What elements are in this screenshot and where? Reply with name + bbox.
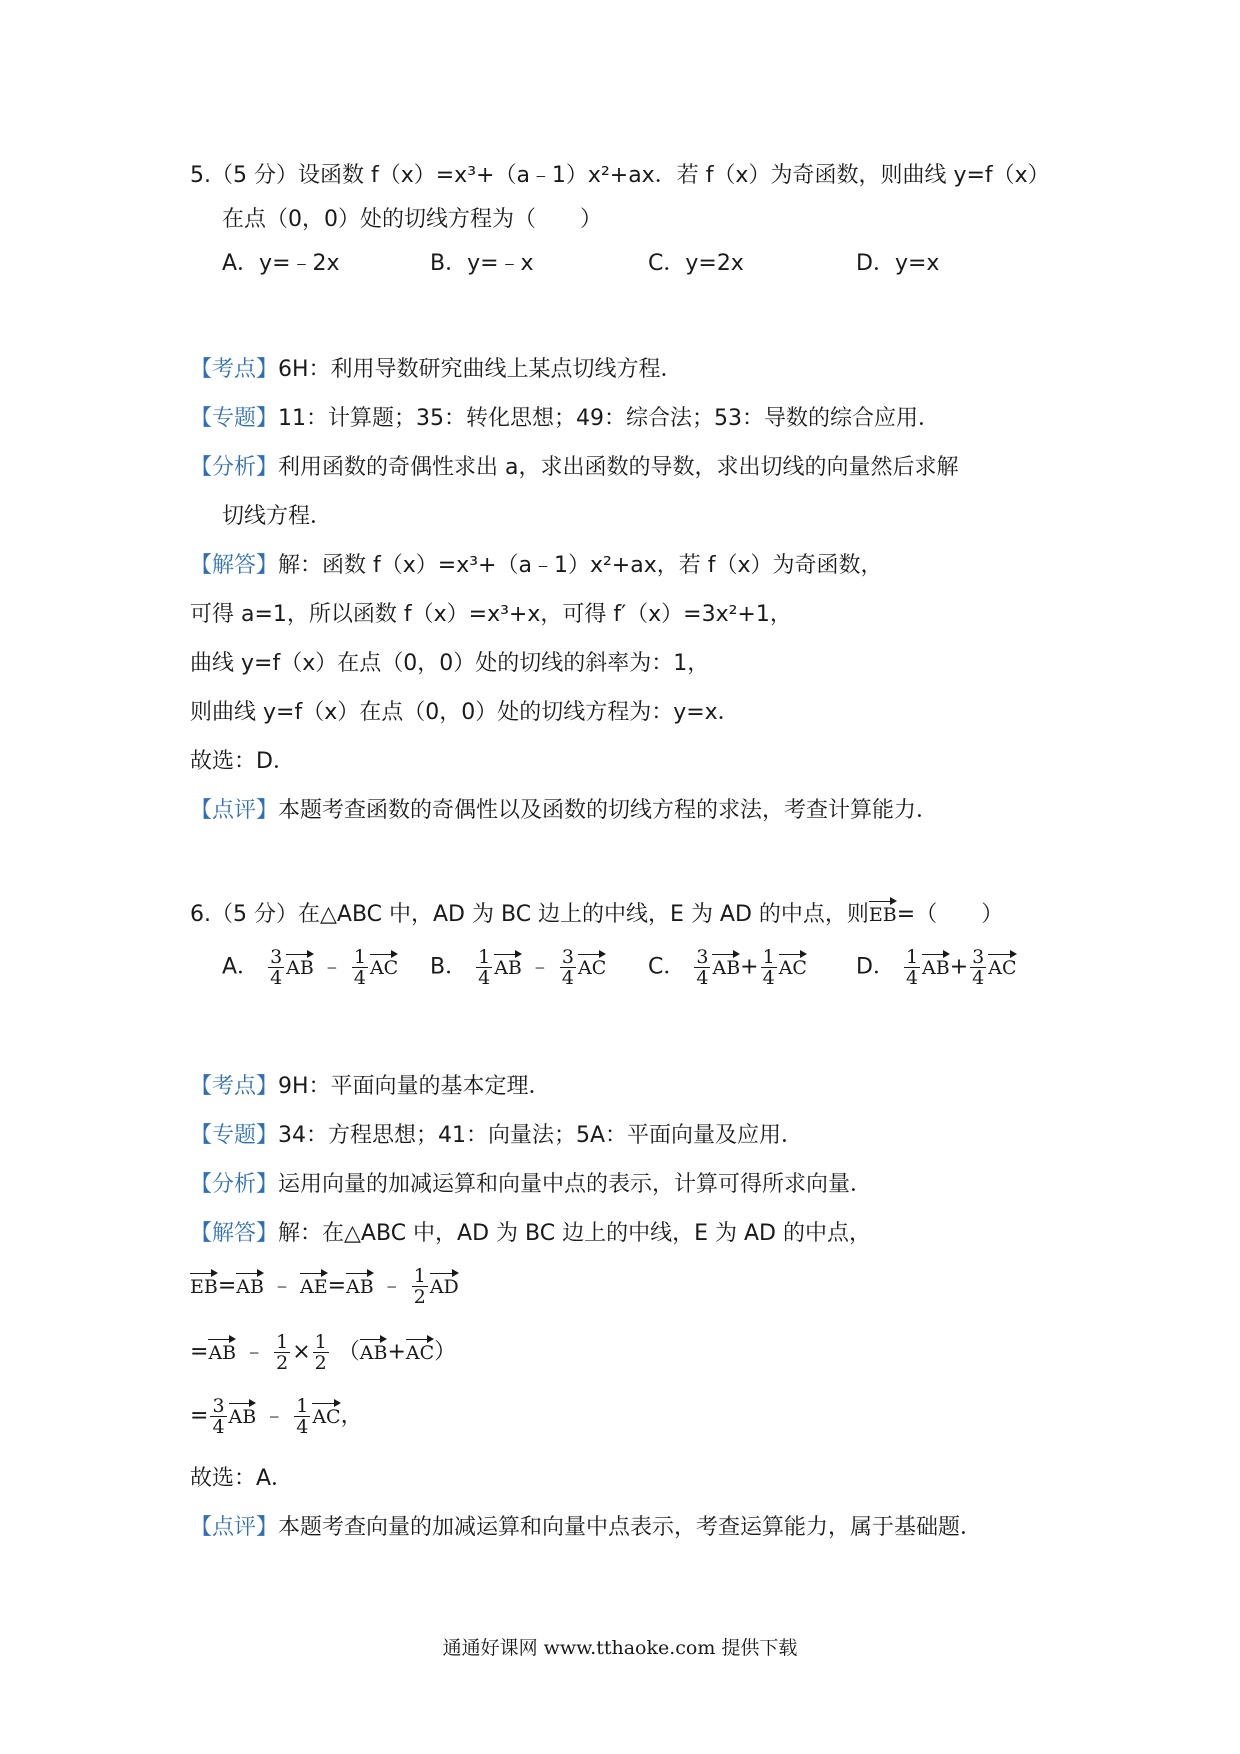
- vector-ac: AC: [988, 951, 1016, 979]
- zhuanti-text: 34：方程思想；41：向量法；5A：平面向量及应用．: [278, 1123, 804, 1148]
- equals-sign: =: [327, 1273, 347, 1299]
- option-label: A．: [222, 954, 260, 980]
- kaodian-tag: 【考点】: [190, 357, 279, 382]
- fenxi-tag: 【分析】: [190, 1172, 279, 1197]
- q6-fenxi: [190, 1168, 872, 1202]
- q6-stem: [190, 898, 1003, 932]
- fraction: $\frac{1}{2}$: [314, 1331, 327, 1374]
- vector-ab: AB: [236, 1270, 264, 1298]
- jieda-text: 解：在△ABC 中，AD 为 BC 边上的中线，E 为 AD 的中点，: [278, 1221, 871, 1246]
- q6-option-b: [430, 947, 606, 988]
- zhuanti-text: 11：计算题；35：转化思想；49：综合法；53：导数的综合应用．: [278, 406, 940, 431]
- minus-sign: ﹣: [270, 1273, 293, 1299]
- q6-derivation-step1: [190, 1266, 459, 1307]
- dianping-tag: 【点评】: [190, 1515, 279, 1540]
- vector-ac: AC: [406, 1336, 434, 1364]
- jieda-tag: 【解答】: [190, 553, 279, 578]
- q5-kaodian: [190, 353, 683, 387]
- vector-ab: AB: [208, 1336, 236, 1364]
- vector-ac: AC: [370, 951, 398, 979]
- q5-option-c: C．y=2x: [648, 251, 744, 276]
- fraction: $\frac{1}{4}$: [353, 946, 366, 989]
- equals-sign: =: [190, 1339, 209, 1365]
- vector-ac: AC: [578, 951, 606, 979]
- page-footer: 通通好课网 www.tthaoke.com 提供下载: [442, 1637, 798, 1659]
- fraction: $\frac{1}{4}$: [762, 946, 775, 989]
- fraction: $\frac{1}{2}$: [413, 1265, 426, 1308]
- vector-ab: AB: [346, 1270, 374, 1298]
- vector-eb: EB: [190, 1270, 218, 1298]
- q6-option-a: [222, 947, 398, 988]
- fraction: $\frac{3}{4}$: [696, 946, 709, 989]
- q6-derivation-step2: [190, 1332, 456, 1373]
- jieda-text: 解：函数 f（x）=x³+（a﹣1）x²+ax，若 f（x）为奇函数，: [278, 553, 883, 578]
- left-paren: （: [337, 1339, 360, 1365]
- fenxi-tag: 【分析】: [190, 455, 279, 480]
- kaodian-tag: 【考点】: [190, 1074, 279, 1099]
- vector-ab: AB: [922, 951, 950, 979]
- vector-ad: AD: [430, 1270, 459, 1298]
- vector-ab: AB: [712, 951, 740, 979]
- q5-jieda: [190, 549, 883, 583]
- q5-fenxi-line2: 切线方程．: [222, 504, 333, 529]
- q5-option-b: B．y=﹣x: [430, 251, 534, 276]
- plus-sign: +: [740, 954, 759, 980]
- q5-option-d: D．y=x: [856, 251, 940, 276]
- fraction: $\frac{1}{4}$: [478, 946, 491, 989]
- q6-option-c: [648, 947, 807, 988]
- vector-ab: AB: [286, 951, 314, 979]
- kaodian-text: 9H：平面向量的基本定理．: [278, 1074, 551, 1099]
- vector-ae: AE: [300, 1270, 328, 1298]
- vector-ac: AC: [312, 1400, 340, 1428]
- q6-jieda-end: 故选：A．: [190, 1466, 294, 1491]
- plus-sign: +: [387, 1339, 406, 1365]
- q6-jieda: [190, 1217, 871, 1251]
- dianping-text: 本题考查向量的加减运算和向量中点表示，考查运算能力，属于基础题．: [278, 1515, 983, 1540]
- q6-option-d: [856, 947, 1017, 988]
- minus-sign: ﹣: [320, 954, 343, 980]
- jieda-tag: 【解答】: [190, 1221, 279, 1246]
- comma: ，: [340, 1403, 363, 1429]
- minus-sign: ﹣: [380, 1273, 403, 1299]
- q5-dianping: [190, 794, 938, 828]
- q5-jieda-line5: 故选：D．: [190, 749, 295, 774]
- q5-option-a: A．y=﹣2x: [222, 251, 340, 276]
- q5-stem-line1: 5.（5 分）设函数 f（x）=x³+（a﹣1）x²+ax．若 f（x）为奇函数，则曲线 y=f（x）: [190, 163, 1050, 188]
- fraction: $\frac{3}{4}$: [561, 946, 574, 989]
- minus-sign: ﹣: [243, 1339, 266, 1365]
- q6-stem-text: 6.（5 分）在△ABC 中，AD 为 BC 边上的中线，E 为 AD 的中点，则: [190, 902, 869, 927]
- q5-zhuanti: [190, 402, 940, 436]
- q5-fenxi: [190, 451, 959, 485]
- option-label: D．: [856, 954, 895, 980]
- minus-sign: ﹣: [263, 1403, 286, 1429]
- dianping-tag: 【点评】: [190, 798, 279, 823]
- minus-sign: ﹣: [528, 954, 551, 980]
- q5-stem-line2: 在点（0，0）处的切线方程为（ ）: [222, 207, 602, 232]
- q5-jieda-line4: 则曲线 y=f（x）在点（0，0）处的切线方程为：y=x．: [190, 700, 740, 725]
- vector-ab: AB: [494, 951, 522, 979]
- option-label: C．: [648, 954, 686, 980]
- plus-sign: +: [949, 954, 969, 980]
- q6-dianping: [190, 1511, 982, 1545]
- zhuanti-tag: 【专题】: [190, 406, 279, 431]
- q6-stem-end: =（ ）: [896, 902, 1004, 927]
- fraction: $\frac{1}{4}$: [905, 946, 919, 989]
- option-label: B．: [430, 954, 468, 980]
- q6-kaodian: [190, 1070, 551, 1104]
- q6-zhuanti: [190, 1119, 803, 1153]
- dianping-text: 本题考查函数的奇偶性以及函数的切线方程的求法，考查计算能力．: [278, 798, 939, 823]
- kaodian-text: 6H：利用导数研究曲线上某点切线方程．: [278, 357, 683, 382]
- fraction: $\frac{1}{4}$: [296, 1395, 309, 1438]
- q5-jieda-line3: 曲线 y=f（x）在点（0，0）处的切线的斜率为：1，: [190, 651, 710, 676]
- fenxi-text: 运用向量的加减运算和向量中点的表示，计算可得所求向量．: [278, 1172, 873, 1197]
- fraction: $\frac{3}{4}$: [270, 946, 283, 989]
- right-paren: ）: [434, 1339, 457, 1365]
- equals-sign: =: [217, 1273, 237, 1299]
- fenxi-text: 利用函数的奇偶性求出 a，求出函数的导数，求出切线的向量然后求解: [278, 455, 959, 480]
- equals-sign: =: [190, 1403, 209, 1429]
- q5-jieda-line2: 可得 a=1，所以函数 f（x）=x³+x，可得 f′（x）=3x²+1，: [190, 602, 792, 627]
- fraction: $\frac{1}{2}$: [276, 1331, 289, 1374]
- vector-ab: AB: [360, 1336, 388, 1364]
- vector-ac: AC: [779, 951, 807, 979]
- fraction: $\frac{3}{4}$: [972, 946, 985, 989]
- fraction: $\frac{3}{4}$: [212, 1395, 225, 1438]
- zhuanti-tag: 【专题】: [190, 1123, 279, 1148]
- vector-eb: EB: [869, 898, 897, 926]
- times-sign: ×: [292, 1339, 311, 1365]
- q6-derivation-step3: [190, 1396, 363, 1437]
- vector-ab: AB: [229, 1400, 257, 1428]
